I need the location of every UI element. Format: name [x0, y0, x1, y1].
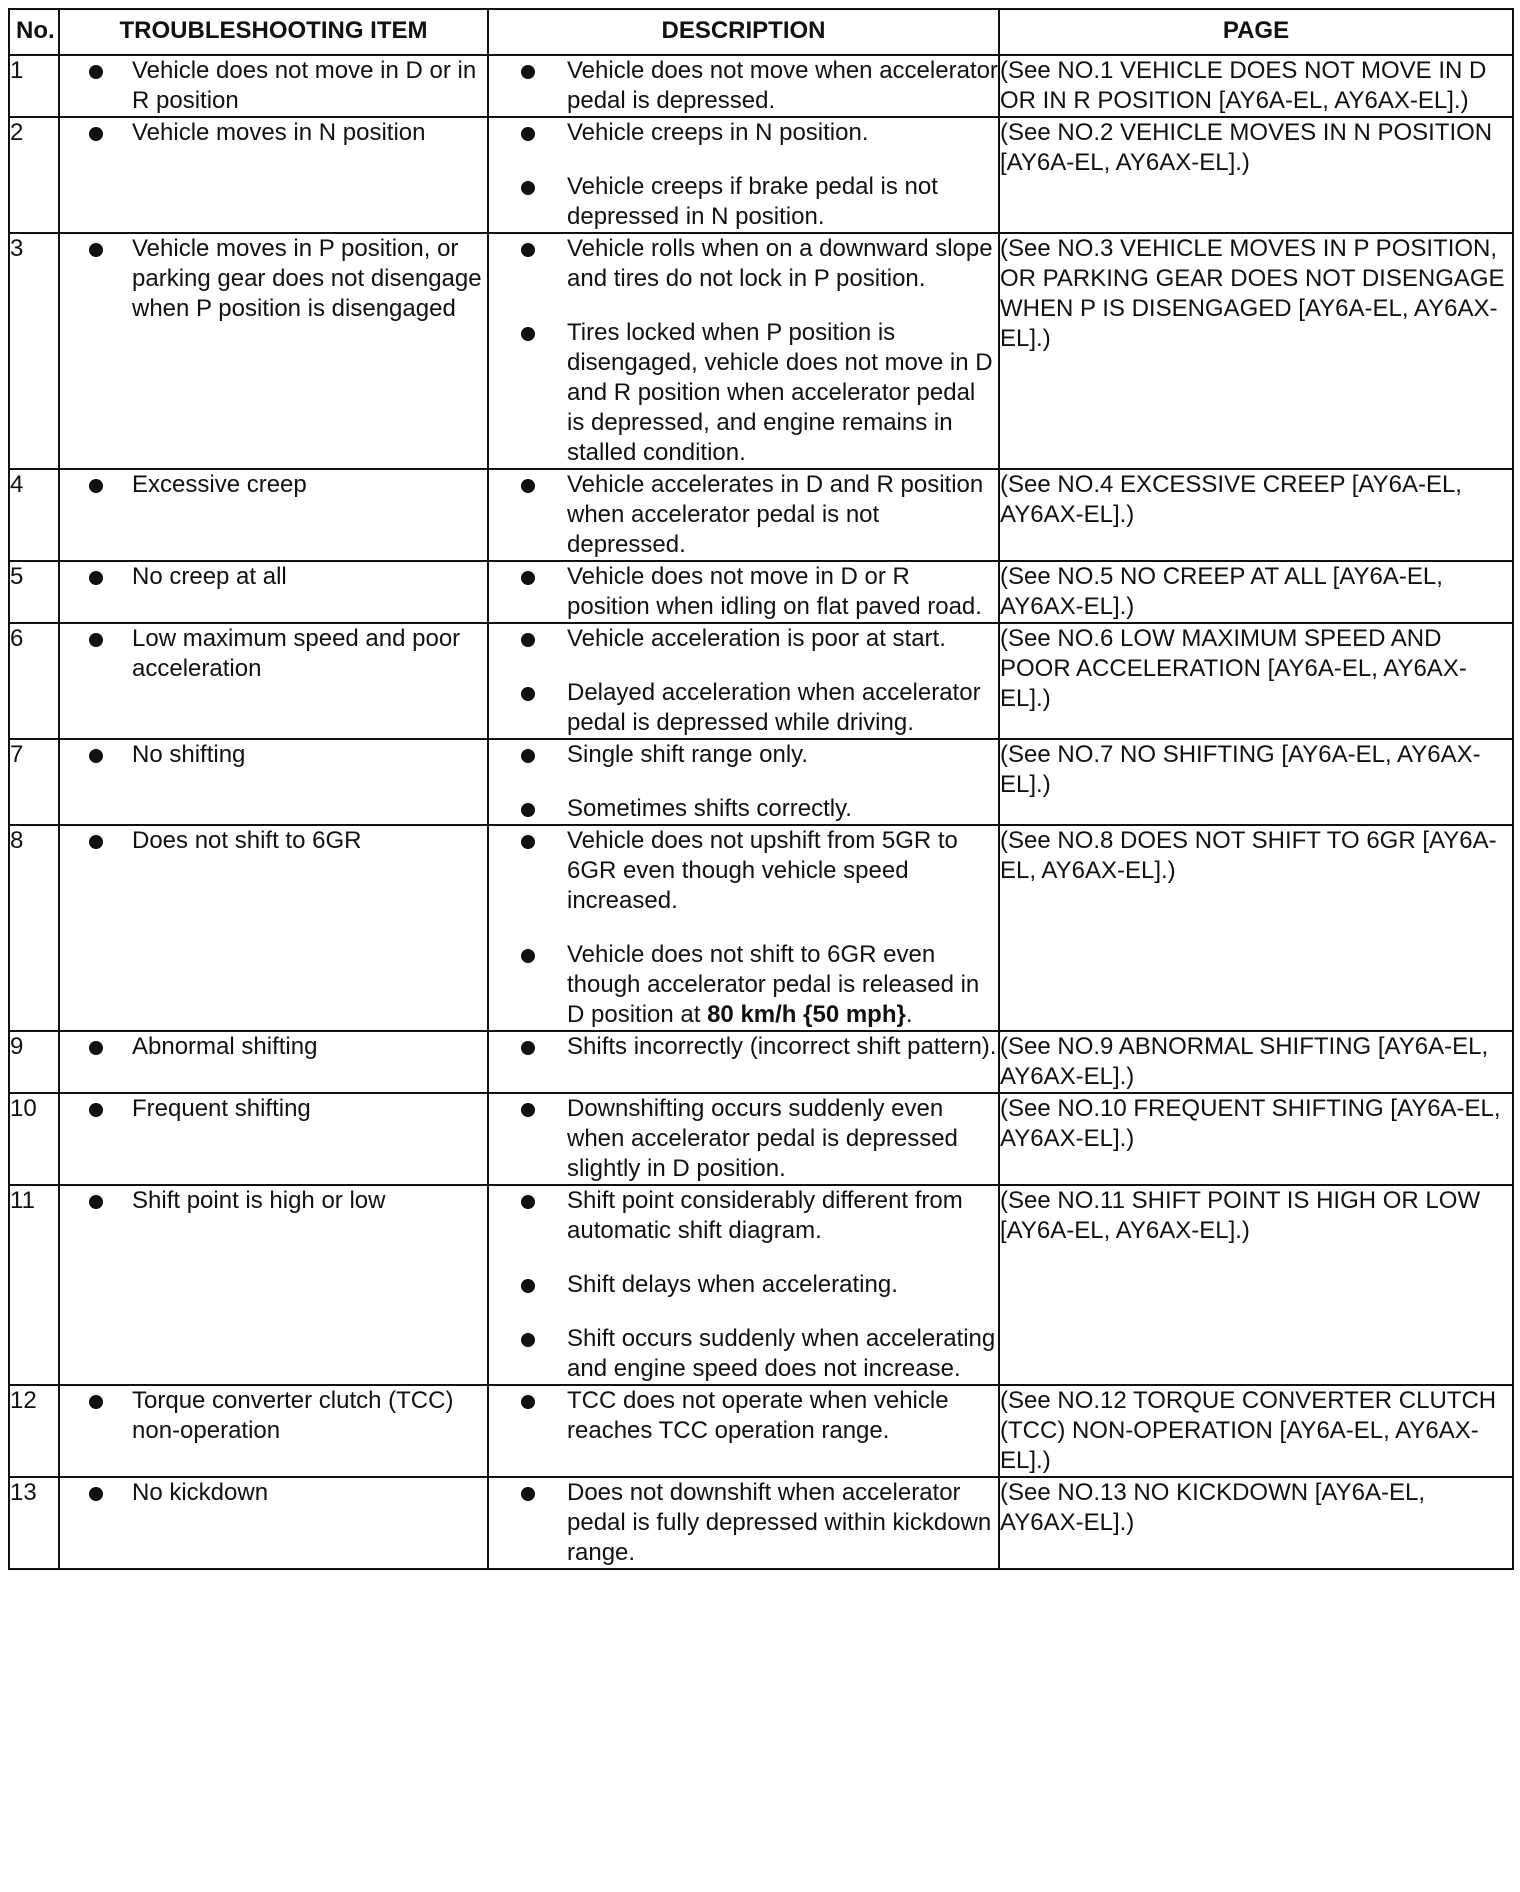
page-reference[interactable]: (See NO.5 NO CREEP AT ALL [AY6A-EL, AY6AX-EL].): [999, 561, 1513, 623]
troubleshooting-item-text: Vehicle does not move in D or in R position: [132, 57, 477, 114]
description-item: [489, 118, 998, 148]
description-cell: [488, 623, 999, 739]
table-row: [9, 1031, 1513, 1093]
description-item: [489, 1032, 998, 1062]
troubleshooting-item-cell: [59, 623, 488, 739]
troubleshooting-item: [60, 1386, 487, 1446]
page-reference[interactable]: (See NO.10 FREQUENT SHIFTING [AY6A-EL, AY6AX-EL].): [999, 1093, 1513, 1185]
troubleshooting-item-cell: [59, 739, 488, 825]
bullet-icon: [489, 794, 567, 817]
description-item: [489, 1478, 998, 1568]
bullet-icon: [489, 1324, 567, 1347]
description-cell: [488, 117, 999, 233]
description-cell: [488, 469, 999, 561]
bullet-icon: [489, 1478, 567, 1501]
description-text: Vehicle does not shift to 6GR even though accelerator pedal is released in D position at: [567, 941, 980, 1028]
description-text-block: [567, 318, 998, 468]
bullet-icon: [60, 624, 132, 647]
bullet-icon: [489, 1094, 567, 1117]
description-item: [489, 470, 998, 560]
description-text: Vehicle rolls when on a downward slope and tires do not lock in P position.: [567, 235, 993, 292]
description-text: Shift point considerably different from automatic shift diagram.: [567, 1187, 963, 1244]
page-reference[interactable]: (See NO.7 NO SHIFTING [AY6A-EL, AY6AX-EL].): [999, 739, 1513, 825]
description-cell: [488, 1185, 999, 1385]
troubleshooting-item-text: Excessive creep: [132, 471, 307, 498]
troubleshooting-item: [60, 826, 487, 856]
bullet-icon: [60, 1186, 132, 1209]
troubleshooting-item-cell: [59, 117, 488, 233]
description-text: Delayed acceleration when accelerator pedal is depressed while driving.: [567, 679, 981, 736]
description-cell: [488, 55, 999, 117]
troubleshooting-item-text: No creep at all: [132, 563, 287, 590]
description-text: Shift delays when accelerating.: [567, 1271, 898, 1298]
troubleshooting-item-cell: [59, 561, 488, 623]
troubleshooting-item-cell: [59, 1477, 488, 1569]
description-item: [489, 678, 998, 738]
troubleshooting-item: [60, 562, 487, 592]
description-item: [489, 624, 998, 654]
description-item: [489, 1386, 998, 1446]
troubleshooting-item-text: Torque converter clutch (TCC) non-operation: [132, 1387, 454, 1444]
troubleshooting-item-cell: [59, 1385, 488, 1477]
description-item: [489, 1270, 998, 1300]
bullet-icon: [60, 118, 132, 141]
troubleshooting-item: [60, 234, 487, 324]
row-number: 7: [9, 739, 59, 825]
bullet-icon: [489, 678, 567, 701]
table-row: [9, 55, 1513, 117]
table-row: [9, 1477, 1513, 1569]
bullet-icon: [60, 1386, 132, 1409]
description-text-block: [567, 1032, 998, 1062]
description-item: [489, 826, 998, 916]
page-reference[interactable]: (See NO.3 VEHICLE MOVES IN P POSITION, OR PARKING GEAR DOES NOT DISENGAGE WHEN P IS DISENGAGED [AY6A-EL, AY6AX-EL].): [999, 233, 1513, 469]
bullet-icon: [489, 118, 567, 141]
table-row: [9, 1185, 1513, 1385]
troubleshooting-item-cell: [59, 469, 488, 561]
description-text: TCC does not operate when vehicle reaches TCC operation range.: [567, 1387, 949, 1444]
description-text-block: [567, 1478, 998, 1568]
troubleshooting-item: [60, 1186, 487, 1216]
description-text-block: [567, 1186, 998, 1246]
row-number: 9: [9, 1031, 59, 1093]
bullet-icon: [60, 1094, 132, 1117]
description-item: [489, 234, 998, 294]
description-text: Shift occurs suddenly when accelerating and engine speed does not increase.: [567, 1325, 996, 1382]
speed-value: 80 km/h {50 mph}: [707, 1001, 906, 1028]
bullet-icon: [60, 1478, 132, 1501]
bullet-icon: [489, 1032, 567, 1055]
description-text-block: [567, 794, 998, 824]
page-reference[interactable]: (See NO.1 VEHICLE DOES NOT MOVE IN D OR IN R POSITION [AY6A-EL, AY6AX-EL].): [999, 55, 1513, 117]
description-text: Vehicle creeps in N position.: [567, 119, 869, 146]
description-cell: [488, 233, 999, 469]
description-item: [489, 562, 998, 622]
table-row: [9, 623, 1513, 739]
bullet-icon: [489, 826, 567, 849]
description-text-block: Vehicle does not shift to 6GR even though accelerator pedal is released in D position at 80 km/h {50 mph}.: [567, 941, 980, 1028]
description-cell: [488, 561, 999, 623]
description-text: Downshifting occurs suddenly even when accelerator pedal is depressed slightly in D position.: [567, 1095, 958, 1182]
troubleshooting-item-text: Vehicle moves in N position: [132, 119, 426, 146]
description-item: [489, 1094, 998, 1184]
description-text: Tires locked when P position is disengaged, vehicle does not move in D and R position when accelerator pedal is depressed, and engine remains in stalled condition.: [567, 319, 993, 466]
bullet-icon: [489, 562, 567, 585]
description-text-block: [567, 172, 998, 232]
troubleshooting-item-cell: [59, 1031, 488, 1093]
page-reference[interactable]: (See NO.2 VEHICLE MOVES IN N POSITION [AY6A-EL, AY6AX-EL].): [999, 117, 1513, 233]
troubleshooting-item: [60, 470, 487, 500]
description-text-block: [567, 562, 998, 622]
bullet-icon: [489, 624, 567, 647]
description-item: [489, 318, 998, 468]
header-no: No.: [9, 9, 59, 55]
troubleshooting-item-cell: [59, 233, 488, 469]
page-reference[interactable]: (See NO.12 TORQUE CONVERTER CLUTCH (TCC) NON-OPERATION [AY6A-EL, AY6AX-EL].): [999, 1385, 1513, 1477]
troubleshooting-item-cell: [59, 1093, 488, 1185]
troubleshooting-item-text: Frequent shifting: [132, 1095, 311, 1122]
bullet-icon: [489, 234, 567, 257]
bullet-icon: [489, 318, 567, 341]
description-cell: [488, 1477, 999, 1569]
description-cell: [488, 1385, 999, 1477]
bullet-icon: [60, 740, 132, 763]
row-number: 8: [9, 825, 59, 1031]
description-item: [489, 794, 998, 824]
table-row: [9, 117, 1513, 233]
row-number: 1: [9, 55, 59, 117]
bullet-icon: [60, 470, 132, 493]
description-text-block: [567, 678, 998, 738]
table-row: [9, 825, 1513, 1031]
bullet-icon: [489, 56, 567, 79]
description-text-block: [567, 470, 998, 560]
description-cell: [488, 1093, 999, 1185]
troubleshooting-item: [60, 118, 487, 148]
table-row: [9, 233, 1513, 469]
header-description: DESCRIPTION: [488, 9, 999, 55]
description-text-block: [567, 56, 998, 116]
bullet-icon: [489, 172, 567, 195]
description-item: [489, 1186, 998, 1246]
table-body: [9, 55, 1513, 1569]
bullet-icon: [60, 562, 132, 585]
header-page: PAGE: [999, 9, 1513, 55]
description-cell: [488, 825, 999, 1031]
troubleshooting-index-sheet: [8, 8, 1512, 1570]
row-number: 6: [9, 623, 59, 739]
description-cell: [488, 1031, 999, 1093]
troubleshooting-item: [60, 56, 487, 116]
troubleshooting-item: [60, 740, 487, 770]
page-reference[interactable]: (See NO.8 DOES NOT SHIFT TO 6GR [AY6A-EL, AY6AX-EL].): [999, 825, 1513, 1031]
description-text: Sometimes shifts correctly.: [567, 795, 852, 822]
bullet-icon: [60, 826, 132, 849]
description-text: Shifts incorrectly (incorrect shift pattern).: [567, 1033, 997, 1060]
description-text: Vehicle does not move when accelerator pedal is depressed.: [567, 57, 998, 114]
troubleshooting-item-cell: [59, 825, 488, 1031]
description-text: Vehicle acceleration is poor at start.: [567, 625, 946, 652]
description-text: Vehicle does not upshift from 5GR to 6GR even though vehicle speed increased.: [567, 827, 958, 914]
bullet-icon: [489, 1186, 567, 1209]
description-text-block: [567, 1324, 998, 1384]
description-cell: [488, 739, 999, 825]
row-number: 2: [9, 117, 59, 233]
description-item: [489, 1324, 998, 1384]
row-number: 4: [9, 469, 59, 561]
bullet-icon: [60, 1032, 132, 1055]
description-text: Single shift range only.: [567, 741, 809, 768]
row-number: 12: [9, 1385, 59, 1477]
bullet-icon: [60, 234, 132, 257]
bullet-icon: [489, 1386, 567, 1409]
description-text-block: [567, 1386, 998, 1446]
description-text-block: [567, 1094, 998, 1184]
troubleshooting-table: [8, 8, 1514, 1570]
description-text: Does not downshift when accelerator pedal is fully depressed within kickdown range.: [567, 1479, 992, 1566]
table-row: [9, 469, 1513, 561]
description-item: [489, 172, 998, 232]
row-number: 10: [9, 1093, 59, 1185]
bullet-icon: [489, 740, 567, 763]
table-row: [9, 1093, 1513, 1185]
page-reference[interactable]: (See NO.4 EXCESSIVE CREEP [AY6A-EL, AY6AX-EL].): [999, 469, 1513, 561]
troubleshooting-item-text: Low maximum speed and poor acceleration: [132, 625, 461, 682]
description-item: [489, 740, 998, 770]
header-troubleshooting-item: TROUBLESHOOTING ITEM: [59, 9, 488, 55]
description-text-block: [567, 624, 998, 654]
row-number: 13: [9, 1477, 59, 1569]
description-item: [489, 940, 998, 1030]
row-number: 5: [9, 561, 59, 623]
row-number: 3: [9, 233, 59, 469]
troubleshooting-item-text: No shifting: [132, 741, 246, 768]
description-text-block: [567, 740, 998, 770]
bullet-icon: [60, 56, 132, 79]
page-reference[interactable]: (See NO.13 NO KICKDOWN [AY6A-EL, AY6AX-EL].): [999, 1477, 1513, 1569]
troubleshooting-item-text: Does not shift to 6GR: [132, 827, 362, 854]
row-number: 11: [9, 1185, 59, 1385]
description-text: Vehicle creeps if brake pedal is not depressed in N position.: [567, 173, 938, 230]
bullet-icon: [489, 470, 567, 493]
troubleshooting-item-text: Shift point is high or low: [132, 1187, 386, 1214]
troubleshooting-item-cell: [59, 55, 488, 117]
page-reference[interactable]: (See NO.6 LOW MAXIMUM SPEED AND POOR ACCELERATION [AY6A-EL, AY6AX-EL].): [999, 623, 1513, 739]
table-row: [9, 561, 1513, 623]
troubleshooting-item-cell: [59, 1185, 488, 1385]
bullet-icon: [489, 1270, 567, 1293]
description-text: Vehicle accelerates in D and R position when accelerator pedal is not depressed.: [567, 471, 984, 558]
troubleshooting-item: [60, 1032, 487, 1062]
troubleshooting-item-text: No kickdown: [132, 1479, 269, 1506]
bullet-icon: [489, 940, 567, 963]
troubleshooting-item: [60, 1094, 487, 1124]
troubleshooting-item: [60, 1478, 487, 1508]
table-row: [9, 1385, 1513, 1477]
page-reference[interactable]: (See NO.11 SHIFT POINT IS HIGH OR LOW [AY6A-EL, AY6AX-EL].): [999, 1185, 1513, 1385]
troubleshooting-item-text: Abnormal shifting: [132, 1033, 318, 1060]
header-row: [9, 9, 1513, 55]
description-text-block: [567, 118, 998, 148]
page-reference[interactable]: (See NO.9 ABNORMAL SHIFTING [AY6A-EL, AY6AX-EL].): [999, 1031, 1513, 1093]
description-item: [489, 56, 998, 116]
description-text: Vehicle does not move in D or R position when idling on flat paved road.: [567, 563, 982, 620]
description-text-block: [567, 1270, 998, 1300]
troubleshooting-item-text: Vehicle moves in P position, or parking gear does not disengage when P position is disengaged: [132, 235, 482, 322]
description-text-block: [567, 234, 998, 294]
table-row: [9, 739, 1513, 825]
troubleshooting-item: [60, 624, 487, 684]
description-text-block: [567, 826, 998, 916]
